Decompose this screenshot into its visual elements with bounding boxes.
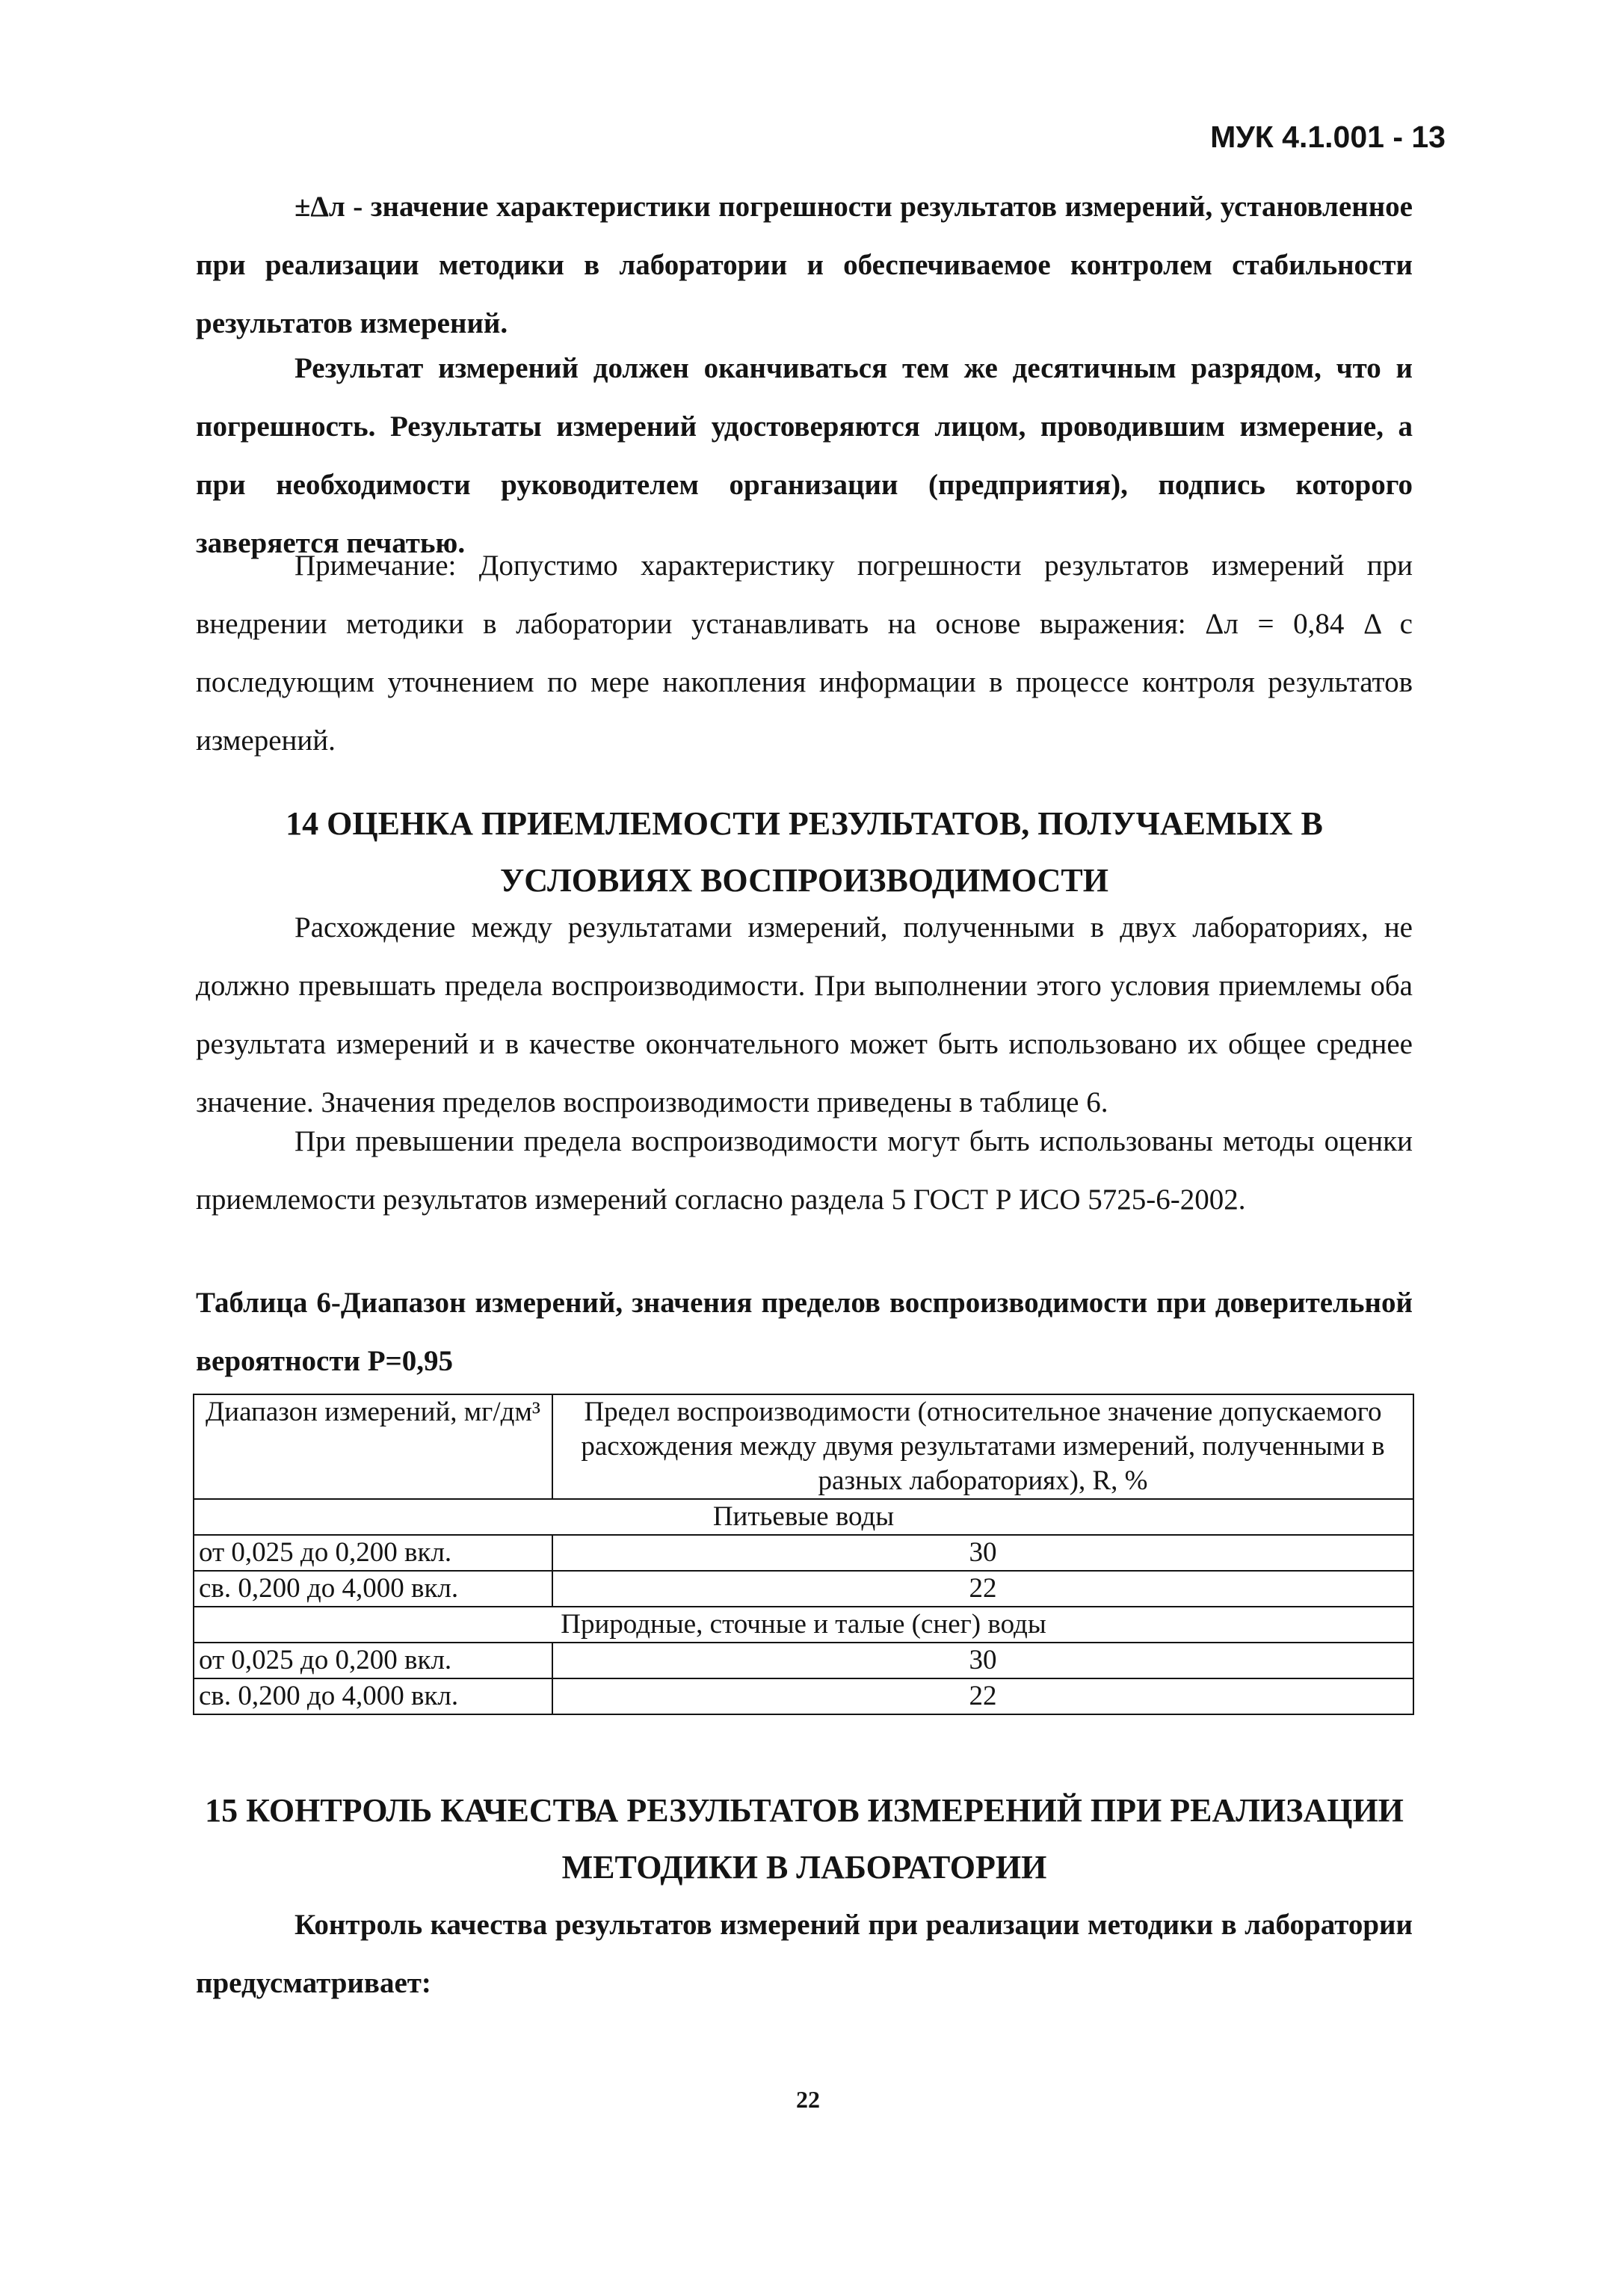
table-cell-range: св. 0,200 до 4,000 вкл. [194,1678,552,1714]
document-code-header: МУК 4.1.001 - 13 [1210,120,1446,154]
page-number: 22 [796,2086,820,2113]
section-15-heading: 15 КОНТРОЛЬ КАЧЕСТВА РЕЗУЛЬТАТОВ ИЗМЕРЕНИЙ ПРИ РЕАЛИЗАЦИИ МЕТОДИКИ В ЛАБОРАТОРИИ [205,1792,1404,1886]
table-group-row [194,1499,1413,1535]
table-cell-value: 22 [552,1678,1413,1714]
table-group-natural-water: Природные, сточные и талые (снег) воды [194,1607,1413,1643]
section-14-heading: 14 ОЦЕНКА ПРИЕМЛЕМОСТИ РЕЗУЛЬТАТОВ, ПОЛУЧАЕМЫХ В УСЛОВИЯХ ВОСПРОИЗВОДИМОСТИ [286,805,1323,899]
paragraph-reproducibility: Расхождение между результатами измерений, полученными в двух лабораториях, не должно превышать предела воспроизводимости. При выполнении этого условия приемлемы оба результата измерений и в качестве окончательного может быть использовано их общее среднее значение. Значения пределов воспроизводимости приведены в таблице 6. [196,911,1413,1118]
table-row [194,1678,1413,1714]
table-caption: Таблица 6-Диапазон измерений, значения пределов воспроизводимости при доверительной вероятности Р=0,95 [196,1287,1413,1377]
table-cell-value: 30 [552,1535,1413,1571]
table-header-row [194,1394,1413,1499]
reproducibility-table [193,1394,1414,1715]
paragraph-result-rounding: Результат измерений должен оканчиваться тем же десятичным разрядом, что и погрешность. Результаты измерений удостоверяются лицом, проводившим измерение, а при необходимости руководителем организации (предприятия), подпись которого заверяется печатью. [196,352,1413,559]
table-cell-range: от 0,025 до 0,200 вкл. [194,1535,552,1571]
table-row [194,1535,1413,1571]
table-row [194,1571,1413,1607]
table-header-range: Диапазон измерений, мг/дм³ [194,1394,552,1499]
table-cell-range: от 0,025 до 0,200 вкл. [194,1643,552,1678]
table-cell-value: 22 [552,1571,1413,1607]
table-header-limit: Предел воспроизводимости (относительное значение допускаемого расхождения между двумя результатами измерений, полученными в разных лабораториях), R, % [552,1394,1413,1499]
table-cell-value: 30 [552,1643,1413,1678]
paragraph-error-definition: ±Δл - значение характеристики погрешности результатов измерений, установленное при реализации методики в лаборатории и обеспечиваемое контролем стабильности результатов измерений. [196,191,1413,339]
paragraph-note: Примечание: Допустимо характеристику погрешности результатов измерений при внедрении методики в лаборатории устанавливать на основе выражения: Δл = 0,84 Δ с последующим уточнением по мере накопления информации в процессе контроля результатов измерений. [196,550,1413,757]
paragraph-exceeding-limit: При превышении предела воспроизводимости могут быть использованы методы оценки приемлемости результатов измерений согласно раздела 5 ГОСТ Р ИСО 5725-6-2002. [196,1125,1413,1216]
table-row [194,1643,1413,1678]
paragraph-quality-control: Контроль качества результатов измерений при реализации методики в лаборатории предусматривает: [196,1909,1413,1999]
table-group-drinking-water: Питьевые воды [194,1499,1413,1535]
table-group-row [194,1607,1413,1643]
table-cell-range: св. 0,200 до 4,000 вкл. [194,1571,552,1607]
